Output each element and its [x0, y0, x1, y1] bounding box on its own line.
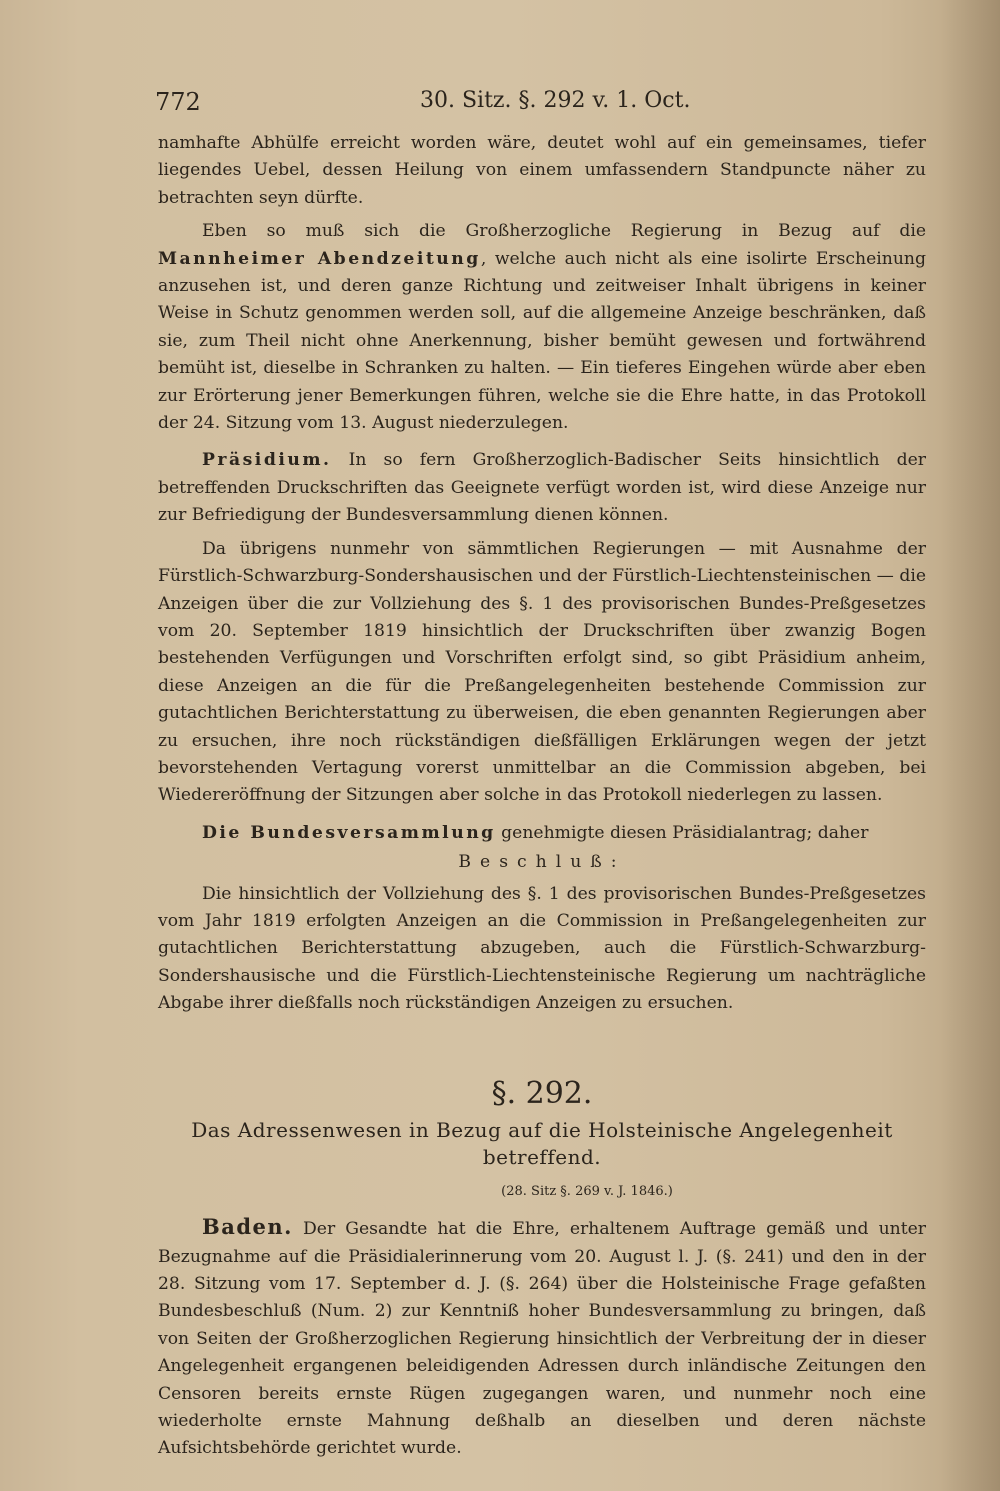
paragraph-6: Die hinsichtlich der Vollziehung des §. 1 des provisorischen Bundes-Preßgesetzes vom Jahr 1819 erfolgten Anzeigen an die Commission in Preßangelegenheiten zur gutachtlichen Berichterstattung abzugeben, auch die Fürstlich-Schwarzburg-Sondershausische und die Fürstlich-Liechtensteinische Regierung um nachträgliche Abgabe ihrer dießfalls noch rückständigen Anzeigen zu ersuchen.	[158, 883, 926, 1014]
page-header	[155, 88, 930, 128]
page-body	[158, 130, 926, 1463]
paragraph-7	[158, 1213, 926, 1463]
paragraph-2-text-b: , welche auch nicht als eine isolirte Erscheinung anzusehen ist, und deren ganze Richtung und zeitweiser Inhalt übrigens in keiner Weise in Schutz genommen werden soll, auf die allgemeine Anzeige beschränken, daß sie, zum Theil nicht ohne Anerkennung, bisher bemüht gewesen und fortwährend bemüht ist, dieselbe in Schranken zu halten. — Ein tieferes Eingehen würde aber eben zur Erörterung jener Bemerkungen führen, welche sie die Ehre hatte, in das Protokoll der 24. Sitzung vom 13. August niederzulegen.	[158, 248, 926, 434]
paragraph-5	[158, 820, 926, 847]
paragraph-3	[158, 447, 926, 529]
paragraph-5-text: genehmigte diesen Präsidialantrag; daher	[495, 822, 869, 843]
paragraph-1: namhafte Abhülfe erreicht worden wäre, deutet wohl auf ein gemeinsames, tiefer liegendes Uebel, dessen Heilung von einem umfassendern Standpuncte näher zu betrachten seyn dürfte.	[158, 133, 926, 208]
speaker-baden: Baden.	[202, 1214, 293, 1240]
section-title: Das Adressenwesen in Bezug auf die Holsteinische Angelegenheit betreffend.	[191, 1118, 893, 1170]
running-title: 30. Sitz. §. 292 v. 1. Oct.	[420, 88, 691, 113]
newspaper-name: Mannheimer Abendzeitung	[158, 248, 481, 269]
paragraph-4: Da übrigens nunmehr von sämmtlichen Regierungen — mit Ausnahme der Fürstlich-Schwarzburg-Sondershausischen und der Fürstlich-Liechtensteinischen — die Anzeigen über die zur Vollziehung des §. 1 des provisorischen Bundes-Preßgesetzes vom 20. September 1819 hinsichtlich der Druckschriften über zwanzig Bogen bestehenden Verfügungen und Vorschriften erfolgt sind, so gibt Präsidium anheim, diese Anzeigen an die für die Preßangelegenheiten bestehende Commission zur gutachtlichen Berichterstattung zu überweisen, die eben genannten Regierungen aber zu ersuchen, ihre noch rückständigen dießfälligen Erklärungen wegen der jetzt bevorstehenden Vertagung vorerst unmittelbar an die Commission abgeben, bei Wiedereröffnung der Sitzungen aber solche in das Protokoll niederlegen zu lassen.	[158, 538, 926, 806]
paragraph-3-text: In so fern Großherzoglich-Badischer Seits hinsichtlich der betreffenden Druckschriften das Geeignete verfügt worden ist, wird diese Anzeige nur zur Befriedigung der Bundesversammlung dienen können.	[158, 450, 926, 526]
speaker-praesidium: Präsidium.	[202, 450, 332, 471]
paragraph-2-text-a: Eben so muß sich die Großherzogliche Regierung in Bezug auf die	[202, 221, 926, 242]
page-number: 772	[155, 88, 201, 116]
speaker-bundesversammlung: Die Bundesversammlung	[202, 822, 496, 843]
paragraph-7-text: Der Gesandte hat die Ehre, erhaltenem Auftrage gemäß und unter Bezugnahme auf die Präsidialerinnerung vom 20. August l. J. (§. 241) und den in der 28. Sitzung vom 17. September d. J. (§. 264) über die Holsteinische Frage gefaßten Bundesbeschluß (Num. 2) zur Kenntniß hoher Bundesversammlung zu bringen, daß von Seiten der Großherzoglichen Regierung hinsichtlich der Verbreitung der in dieser Angelegenheit ergangenen beleidigenden Adressen durch inländische Zeitungen den Censoren bereits ernste Rügen zugegangen waren, und nunmehr noch eine wiederholte ernste Mahnung deßhalb an dieselben und deren nächste Aufsichtsbehörde gerichtet wurde.	[158, 1219, 926, 1459]
section-number: §. 292.	[491, 1075, 593, 1111]
beschluss-heading: Beschluß:	[458, 852, 626, 873]
section-reference: (28. Sitz §. 269 v. J. 1846.)	[501, 1183, 673, 1199]
paragraph-2	[158, 218, 926, 437]
